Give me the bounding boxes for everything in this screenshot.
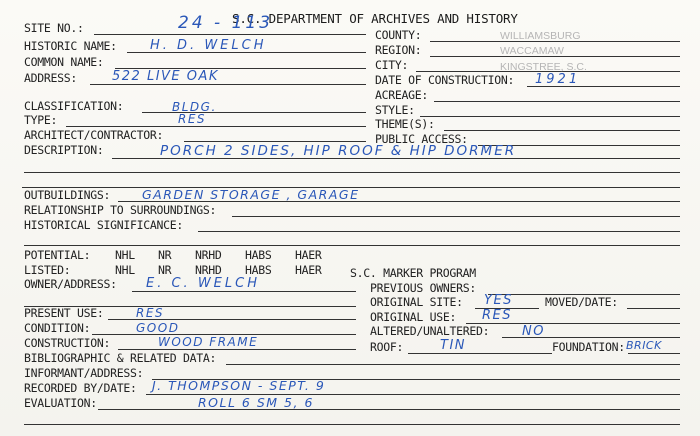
style-label: STYLE: [375,103,415,117]
relationship-label: RELATIONSHIP TO SURROUNDINGS: [24,203,217,217]
themes-label: THEME(S): [375,117,435,131]
moved-date-line [627,308,680,309]
listed-habs: HABS [245,263,272,277]
bibliographic-label: BIBLIOGRAPHIC & RELATED DATA: [24,351,217,365]
original-site-label: ORIGINAL SITE: [370,295,463,309]
classification-value: BLDG. [172,100,217,114]
roof-line [408,353,552,354]
description-value: PORCH 2 SIDES, HIP ROOF & HIP DORMER [160,143,517,159]
significance-line-2 [24,245,680,246]
type-label: TYPE: [24,113,58,127]
marker-program-label: S.C. MARKER PROGRAM [350,266,476,280]
original-site-value: YES [484,293,513,308]
owner-address-label: OWNER/ADDRESS: [24,277,117,291]
present-use-label: PRESENT USE: [24,306,104,320]
original-use-line [466,323,680,324]
historic-name-label: HISTORIC NAME: [24,39,117,53]
description-line-2 [24,172,680,173]
city-label: CITY: [375,58,409,72]
county-label: COUNTY: [375,28,422,42]
city-stamp: KINGSTREE, S.C. [500,61,587,73]
region-label: REGION: [375,43,422,57]
common-name-label: COMMON NAME: [24,55,104,69]
informant-label: INFORMANT/ADDRESS: [24,366,144,380]
potential-label: POTENTIAL: [24,248,91,262]
type-line [66,126,366,127]
previous-owners-label: PREVIOUS OWNERS: [370,281,476,295]
architect-label: ARCHITECT/CONTRACTOR: [24,128,164,142]
construction-value: WOOD FRAME [158,335,259,349]
evaluation-value: ROLL 6 SM 5, 6 [198,395,314,410]
construction-line [118,349,356,350]
condition-value: GOOD [136,321,180,335]
listed-nhl: NHL [115,263,135,277]
roof-value: TIN [440,338,466,353]
recorded-by-label: RECORDED BY/DATE: [24,381,137,395]
listed-nrhd: NRHD [195,263,222,277]
type-value: RES [178,112,207,126]
architect-line [184,141,366,142]
owner-address-line [132,291,356,292]
evaluation-line-2 [24,424,680,425]
classification-label: CLASSIFICATION: [24,99,124,113]
public-access-label: PUBLIC ACCESS: [375,132,468,146]
listed-nr: NR [158,263,172,277]
potential-nrhd: NRHD [195,248,222,262]
evaluation-line-1 [98,409,680,410]
original-use-value: RES [482,308,512,323]
outbuildings-value: GARDEN STORAGE , GARAGE [142,187,360,202]
themes-line [444,130,680,131]
address-value: 522 LIVE OAK [112,69,219,84]
significance-label: HISTORICAL SIGNIFICANCE: [24,218,183,232]
altered-label: ALTERED/UNALTERED: [370,324,490,338]
roof-label: ROOF: [370,340,404,354]
date-construction-label: DATE OF CONSTRUCTION: [375,73,515,87]
listed-label: LISTED: [24,263,71,277]
bibliographic-line [226,364,680,365]
site-no-label: SITE NO.: [24,21,84,35]
region-stamp: WACCAMAW [500,45,564,57]
altered-value: NO [522,324,545,339]
form-title: S.C. DEPARTMENT OF ARCHIVES AND HISTORY [232,11,518,26]
address-line [90,84,366,85]
historic-name-value: H. D. WELCH [150,38,267,53]
acreage-label: ACREAGE: [375,88,428,102]
evaluation-label: EVALUATION: [24,396,97,410]
potential-haer: HAER [295,248,322,262]
site-no-value: 24 - 113 [178,13,274,33]
listed-haer: HAER [295,263,322,277]
address-label: ADDRESS: [24,71,77,85]
construction-label: CONSTRUCTION: [24,336,111,350]
potential-nr: NR [158,248,172,262]
date-construction-value: 1921 [535,72,581,87]
foundation-line [628,353,680,354]
moved-date-label: MOVED/DATE: [545,295,618,309]
relationship-line [232,216,680,217]
significance-line-1 [198,231,680,232]
recorded-by-value: J. THOMPSON - SEPT. 9 [152,378,326,393]
outbuildings-label: OUTBUILDINGS: [24,188,111,202]
site-no-line [94,34,366,35]
owner-address-value: E. C. WELCH [146,276,260,291]
potential-habs: HABS [245,248,272,262]
acreage-line [434,101,680,102]
style-line [420,116,680,117]
foundation-value: BRICK [626,339,662,352]
description-label: DESCRIPTION: [24,143,104,157]
original-use-label: ORIGINAL USE: [370,310,457,324]
present-use-value: RES [136,306,165,320]
potential-nhl: NHL [115,248,135,262]
county-stamp: WILLIAMSBURG [500,30,581,42]
foundation-label: FOUNDATION: [552,340,625,354]
condition-label: CONDITION: [24,321,91,335]
